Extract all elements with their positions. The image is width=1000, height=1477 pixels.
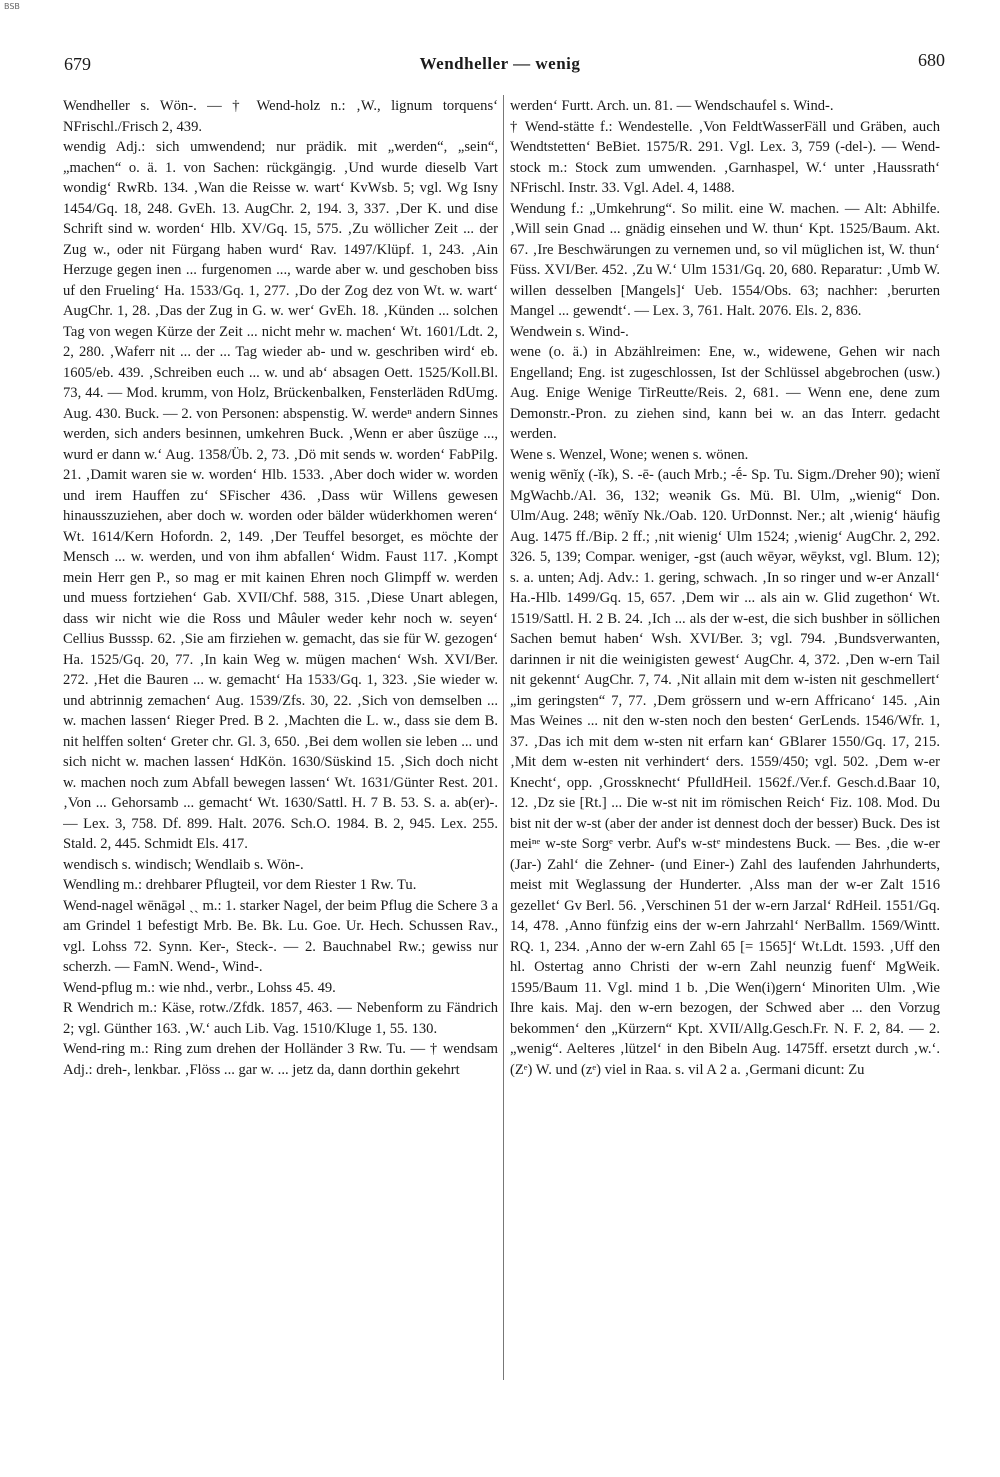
dictionary-entry: Wendheller s. Wön-. — † Wend-holz n.: ‚W., lignum torquens‘ NFrischl./Frisch 2, 439. xyxy=(63,98,498,135)
dictionary-entry: R Wendrich m.: Käse, rotw./Zfdk. 1857, 463. — Nebenform zu Fändrich 2; vgl. Günther 163. ‚W.‘ auch Lib. Vag. 1510/Kluge 1, 55. 130. xyxy=(63,1000,498,1037)
dictionary-entry: Wendwein s. Wind-. xyxy=(510,323,629,340)
dictionary-entry: Wendung f.: „Umkehrung“. So milit. eine W. machen. — Alt: Abhilfe. ‚Will sein Gnad ... gnädig einsehen und W. thun‘ Kpt. 1525/Baum. Akt. 67. ‚Ire Beschwärungen zu vernemen und, so vil müglichen ist, W. thun‘ Füss. XVI/Ber. 452. ‚Zu W.‘ Ulm 1531/Gq. 20, 680. Reparatur: ‚Umb W. willen desselben [Mangels]‘ Ueb. 1554/Obs. 63; nachher: ‚berurten Mangel ... gewendt‘. — Lex. 3, 761. Halt. 2076. Els. 2, 836. xyxy=(510,200,940,319)
dictionary-entry: wenig wēnĭχ (-ĭk), S. -ē- (auch Mrb.; -ḗ- Sp. Tu. Sigm./Dreher 90); wienĭ MgWachb./Al. 36, 132; weənik Gs. Mü. Bl. Ulm, „wienig“ Don. Ulm/Aug. 248; wēnĭy Nk./Oab. 120. UrDonnst. Ner.; alt ‚wienig‘ häufig Aug. 1475 ff./Bip. 2 ff.; ‚nit wienig‘ Ulm 1524; ‚wienig‘ AugChr. 2, 292. 326. 5, 139; Compar. weniger, -gst (auch wēyər, wēykst, vgl. Blum. 12); s. a. unten; Adj. Adv.: 1. gering, schwach. ‚In so ringer und w-er Anzall‘ Ha.-Hlb. 1499/Gq. 15, 657. ‚Dem wir ... als ain w. Glid zugethon‘ Wt. 1519/Sattl. H. 2 B. 24. ‚Ich ... als der w-est, die sich bushber in söllichen Sachen bemut haben‘ Wsh. XVI/Ber. 3; vgl. 794. ‚Bundsverwanten, darinnen ir nit die weinigisten gewest‘ AugChr. 4, 372. ‚Den w-ern Tail nit gekennt‘ AugChr. 7, 74. ‚Nit allain mit dem w-isten nit geschmellert‘ „im geringsten“ 7, 77. ‚Dem grössern und w-ern Affricano‘ 145. ‚Ain Mas Weines ... nit den w-sten noch den besten‘ GerLends. 1546/Wfr. 1, 37. ‚Das ich mit dem w-sten nit erfarn kan‘ GBlarer 1550/Gq. 17, 215. ‚Mit dem w-esten nit verhindert‘ ders. 1559/450; vgl. 502. ‚Dem w-er Knecht‘, opp. ‚Grossknecht‘ PfulldHeil. 1562f./Ver.f. Gesch.d.Baar 10, 12. ‚Dz sie [Rt.] ... Die w-st nit im römischen Reich‘ Fiz. 108. Mod. Du bist nit der w-st (aber der ander ist dennest doch der besser) Buck. Des ist meiⁿᵉ w-ste Sorgᵉ verbr. Auf's w-stᵉ mindestens Buck. — Bes. ‚die w-er (Jar-) Zahl‘ die Zehner- (und Einer-) Zahl des laufenden Jahrhunderts, meist mit Weglassung der Hunderter. ‚Alss man der w-er Zalt 1516 gezellet‘ Gv Berl. 56. ‚Verschinen 51 der w-ern Jarzal‘ RdHeil. 1551/Gq. 14, 478. ‚Anno fünfzig eins der w-ern Jahrzahl‘ NerBallm. 1569/Wintt. RQ. 1, 234. ‚Anno der w-ern Zahl 65 [= 1565]‘ Wt.Ldt. 1593. ‚Uff den hl. Ostertag anno Christi der w-ern Zahl neunzig fuenf‘ MgWeik. 1595/Baum 11. Vgl. mind 1 b. ‚Die Wen(i)gern‘ Minoriten Ulm. ‚Wie Ihre kais. Maj. den w-ern bezogen, der Schwed aber ... den Vorzug bekommen‘ den „Kürzern“ Kpt. XVII/Allg.Gesch.Fr. N. F. 2, 84. — 2. „wenig“. Aelteres ‚lützel‘ in den Bibeln Aug. 1475ff. ersetzt durch ‚w.‘. (Zᵉ) W. und (zᵉ) viel in Raa. s. vil A 2 a. ‚Germani dicunt: Zu xyxy=(510,467,940,1078)
left-column xyxy=(63,96,498,1381)
dictionary-entry: wene (o. ä.) in Abzählreimen: Ene, w., widewene, Gehen wir nach Engelland; Eng. ist zugeschlossen, Ist der Schlüssel abgebrochen (usw.) Aug. Enige Wenige TirReutte/Reis. 2, 681. — Wenn ene, dene zum Demonstr.-Pron. zu ziehen sind, kann bei w. an das Interr. gedacht werden. xyxy=(510,344,940,442)
dictionary-entry: Wend-ring m.: Ring zum drehen der Holländer 3 Rw. Tu. — † wendsam Adj.: dreh-, lenkbar. ‚Flöss ... gar w. ... jetz da, dann dorthin gekehrt xyxy=(63,1041,498,1078)
right-column xyxy=(510,96,940,1381)
dictionary-entry: Wene s. Wenzel, Wone; wenen s. wönen. xyxy=(510,446,749,463)
dictionary-entry: Wend-nagel wēnāgəl ˏˏ m.: 1. starker Nagel, der beim Pflug die Schere 3 a am Grindel 1 befestigt Mrb. Be. Bk. Lu. Goe. Ur. Hech. Schussen Rav., vgl. Lohss 72. Synn. Ker-, Steck-. — 2. Bauchnabel Rw.; gewiss nur scherzh. — FamN. Wend-, Wind-. xyxy=(63,897,498,975)
dictionary-entry: wendisch s. windisch; Wendlaib s. Wön-. xyxy=(63,856,304,873)
dictionary-entry: werden‘ Furtt. Arch. un. 81. — Wendschaufel s. Wind-. xyxy=(510,98,834,114)
dictionary-entry: Wend-pflug m.: wie nhd., verbr., Lohss 45. 49. xyxy=(63,979,336,996)
library-stamp: BSB xyxy=(4,2,20,11)
dictionary-entry: Wendling m.: drehbarer Pflugteil, vor dem Riester 1 Rw. Tu. xyxy=(63,877,417,893)
dictionary-entry: † Wend-stätte f.: Wendestelle. ‚Von FeldtWasserFäll und Gräben, auch Wendtstetten‘ BeBiet. 1575/R. 291. Vgl. Lex. 3, 759 (-del-). — Wend-stock m.: Stock zum umwenden. ‚Garnhaspel, W.‘ unter ‚Haussrath‘ NFrischl. Instr. 33. Vgl. Adel. 4, 1488. xyxy=(510,118,940,196)
page-header xyxy=(0,50,1000,80)
column-divider xyxy=(503,95,504,1380)
page-number-left: 679 xyxy=(64,54,91,74)
page-number-right: 680 xyxy=(918,50,945,70)
running-title: Wendheller — wenig xyxy=(419,54,581,73)
dictionary-entry: wendig Adj.: sich umwendend; nur prädik. mit „werden“, „sein“, „machen“ o. ä. 1. von Sachen: rückgängig. ‚Und wurde dieselb Vart wondig‘ RwRb. 134. ‚Wan die Reisse w. wart‘ KvWsb. 5; vgl. Wg Isny 1454/Gq. 18, 248. GvEh. 13. AugChr. 2, 194. 3, 337. ‚Der K. und dise Schrift sind w. worden‘ Hlb. XV/Gq. 15, 575. ‚Zu wöllicher Zeit ... der Zug w., oder nit Fürgang haben wurd‘ Rav. 1497/Klüpf. 1, 243. ‚Ain Herzuge gegen inen ... furgenomen ..., warde aber w. und geschoben biss uf den Frueling‘ Ha. 1533/Gq. 1, 277. ‚Do der Zog dez von Wt. w. wart‘ AugChr. 1, 28. ‚Das der Zug in G. w. wer‘ GvEh. 18. ‚Künden ... solchen Tag von wegen Kürze der Zeit ... nicht mehr w. machen‘ Wt. 1601/Ldt. 2, 2, 280. ‚Waferr nit ... der ... Tag wieder ab- und w. geschriben wird‘ eb. 1605/eb. 439. ‚Schreiben euch ... w. und ab‘ absagen Oett. 1525/Koll.Bl. 73, 44. — Mod. krumm, von Holz, Brückenbalken, Fensterläden RdUmg. Aug. 430. Buck. — 2. von Personen: abspenstig. W. werdeⁿ andern Sinnes werden, sich anders besinnen, umkehren Buck. ‚Wenn er aber ûszüge ..., wurd er dann w.‘ Aug. 1358/Üb. 2, 73. ‚Dö mit sends w. worden‘ FabPilg. 21. ‚Damit waren sie w. worden‘ Hlb. 1533. ‚Aber doch wider w. worden und irem Hauffen zu‘ SFischer 436. ‚Dass wür Willens gewesen hinausszuziehen, aber doch w. worden oder bälder wüderkhomen weren‘ Wt. 1614/Kern Hofordn. 2, 149. ‚Der Teuffel besorget, es möchte der Mensch ... w. werden, und von ihm abfallen‘ Widm. Faust 117. ‚Kompt mein Herr gen P., so mag er mit kainen Ehren noch Glimpff w. werden und muess fortziehen‘ Gab. XVII/Chf. 588, 315. ‚Diese Unart ablegen, dass wir nicht wie die Ross und Mâuler weder kehr noch w. seyen‘ Cellius Busssp. 62. ‚Sie am firziehen w. gemacht, das sie für W. gezogen‘ Ha. 1525/Gq. 20, 77. ‚In kain Weg w. mügen machen‘ Wsh. XVI/Ber. 272. ‚Het die Bauren ... w. gemacht‘ Ha 1533/Gq. 1, 323. ‚Sie wieder w. und abtrinnig zemachen‘ Aug. 1539/Zfs. 30, 22. ‚Sich von demselben ... w. machen lassen‘ Rieger Pred. B 2. ‚Machten die L. w., dass sie dem B. nit helffen solten‘ Greter chr. Gl. 3, 650. ‚Bei dem wollen sie leben ... und sich nicht w. machen lassen‘ HdKön. 1630/Süskind 15. ‚Sich doch nicht w. machen noch zum Abfall bewegen lassen‘ Wt. 1631/Günter Rest. 201. ‚Von ... Gehorsamb ... gemacht‘ Wt. 1630/Sattl. H. 7 B. 53. S. a. ab(er)-. — Lex. 3, 758. Df. 899. Halt. 2076. Sch.O. 1984. B. 2, 945. Lex. 255. Stald. 2, 445. Schmidt Els. 417. xyxy=(63,139,498,852)
